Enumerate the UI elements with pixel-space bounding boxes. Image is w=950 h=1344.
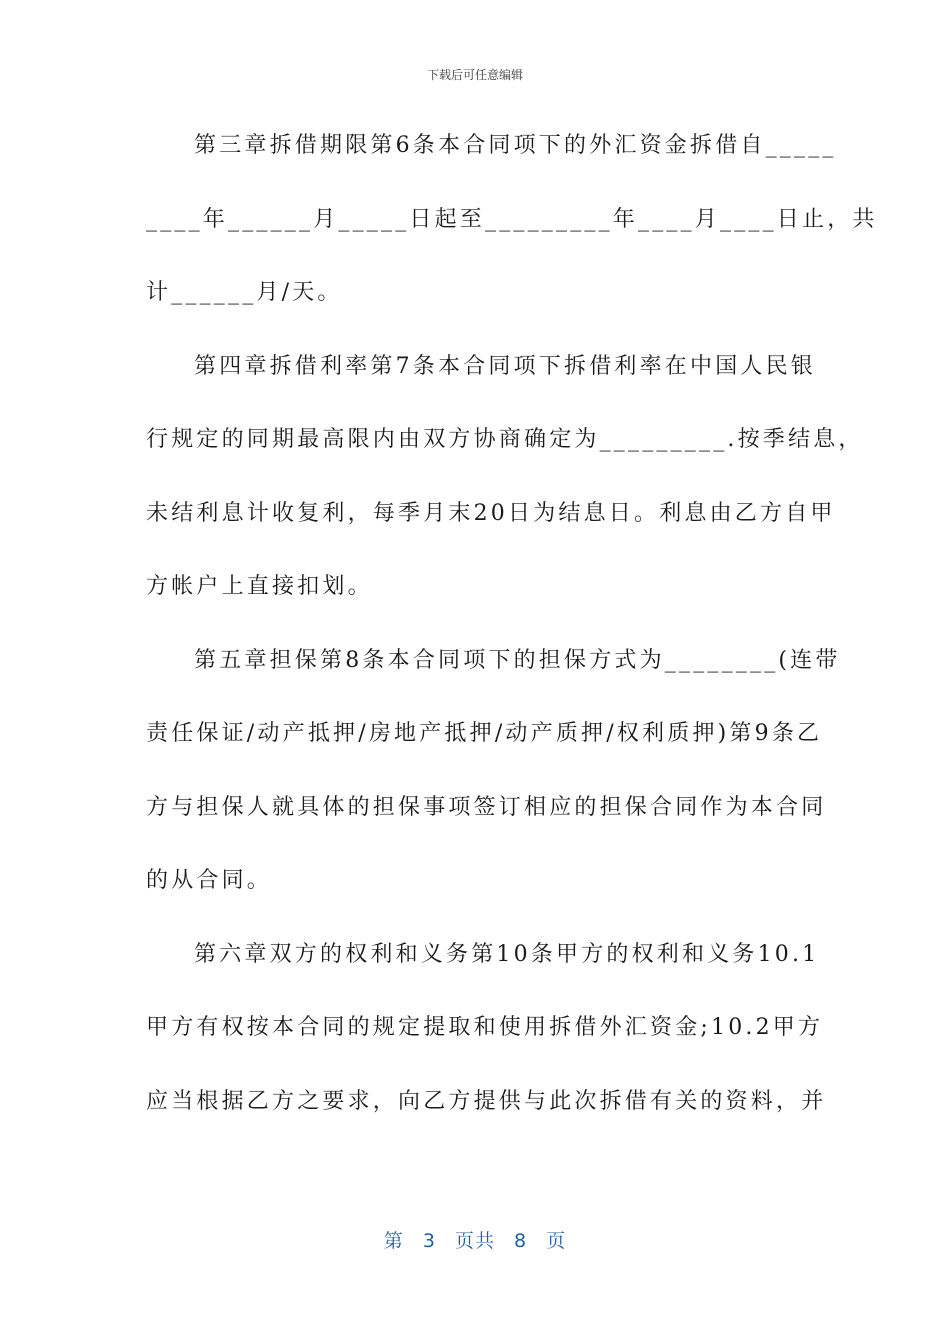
page-header: 下载后可任意编辑 [426,68,523,82]
text-line: 第三章拆借期限第6条本合同项下的外汇资金拆借自_____ [194,133,837,158]
text-line: 第五章担保第8条本合同项下的担保方式为________(连带 [194,647,841,673]
text-line: 未结利息计收复利，每季月末20日为结息日。利息由乙方自甲 [146,500,836,526]
paragraph-chapter-3 [146,122,878,343]
footer-middle: 页共 [454,1230,495,1252]
text-line: 行规定的同期最高限内由双方协商确定为_________.按季结息， [146,427,864,452]
text-line: 应当根据乙方之要求，向乙方提供与此次拆借有关的资料，并 [146,1088,827,1114]
footer-suffix: 页 [546,1230,567,1252]
paragraph-chapter-5 [146,637,841,931]
text-line: 计______月/天。 [146,280,343,305]
text-line: 责任保证/动产抵押/房地产抵押/动产质押/权利质押)第9条乙 [146,721,823,746]
paragraph-chapter-6 [146,931,827,1152]
document-body [146,122,878,1151]
text-line: 方帐户上直接扣划。 [146,574,373,599]
text-line: 第六章双方的权利和义务第10条甲方的权利和义务10.1 [194,941,820,967]
text-line: 的从合同。 [146,868,273,893]
paragraph-chapter-4 [146,343,864,637]
text-line: 甲方有权按本合同的规定提取和使用拆借外汇资金;10.2甲方 [146,1015,824,1040]
text-line: ____年______月_____日起至_________年____月____日止，共 [146,206,878,232]
footer-prefix: 第 [383,1230,404,1252]
page-footer [0,1226,950,1253]
total-pages-number: 8 [514,1230,528,1252]
text-line: 第四章拆借利率第7条本合同项下拆借利率在中国人民银 [194,353,816,379]
text-line: 方与担保人就具体的担保事项签订相应的担保合同作为本合同 [146,794,827,820]
current-page-number: 3 [422,1230,436,1252]
